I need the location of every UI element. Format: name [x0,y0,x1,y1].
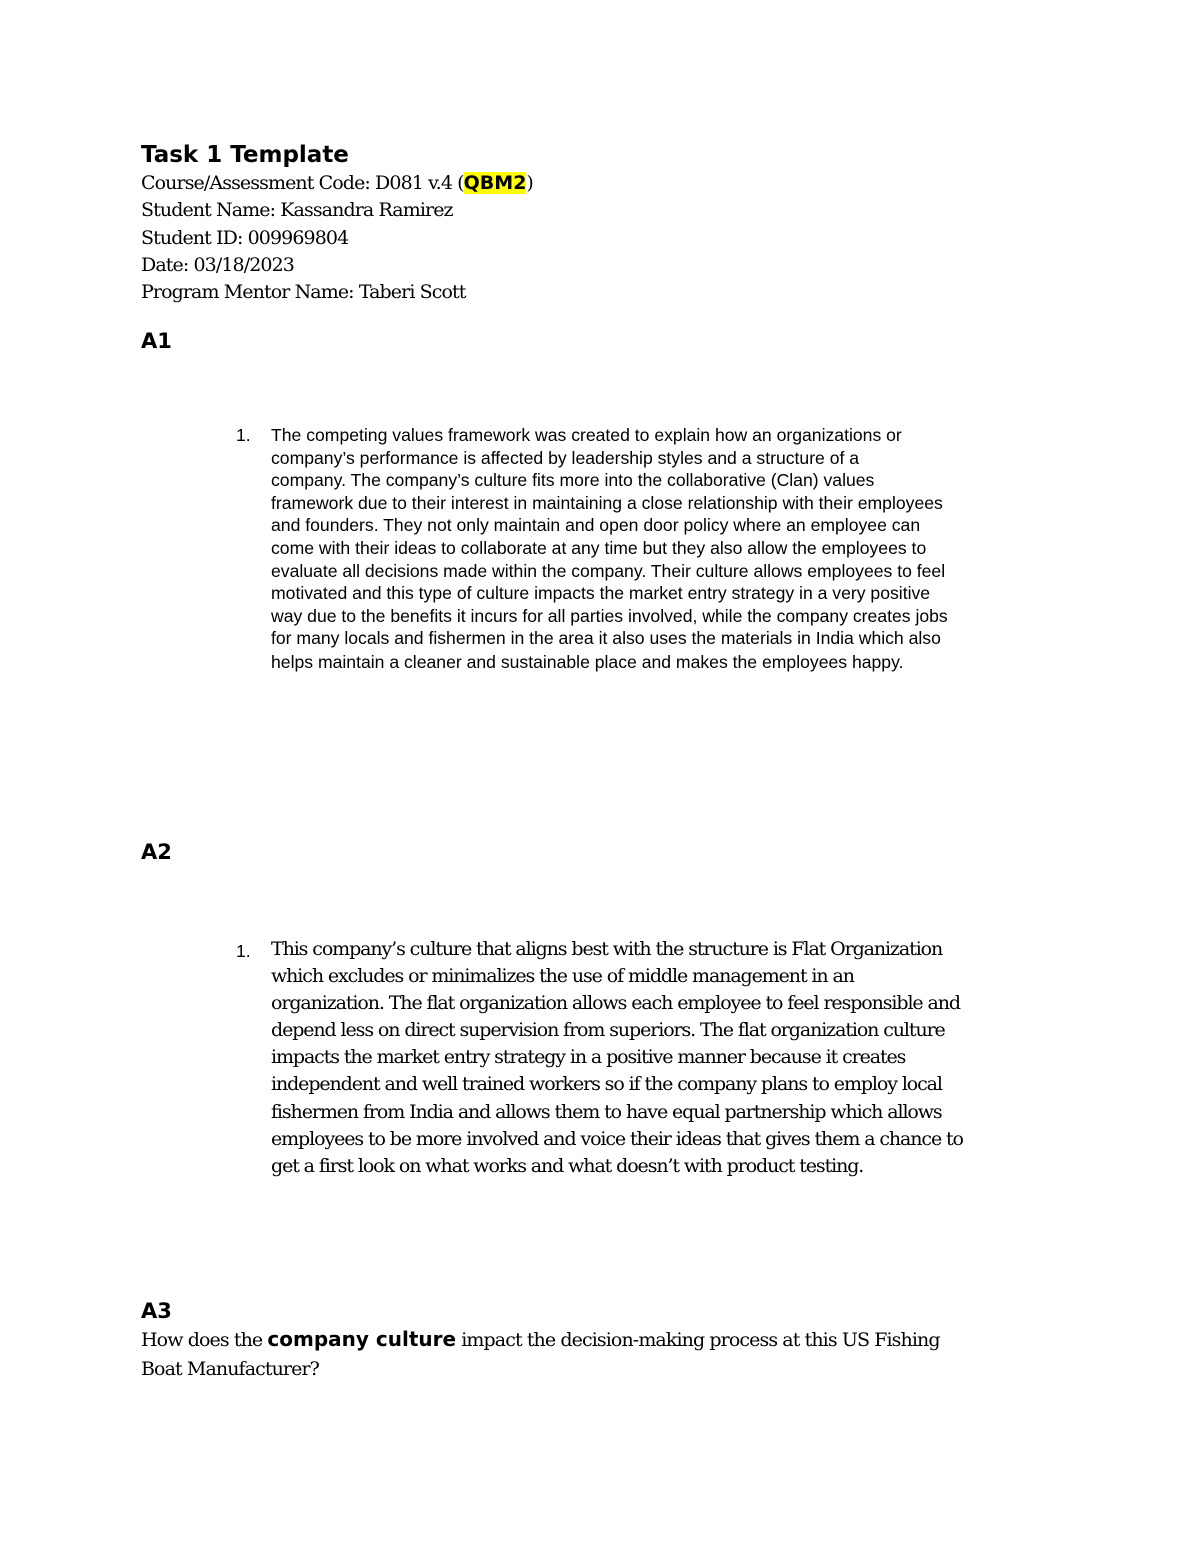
question-line [141,1325,940,1355]
student-name: Student Name: Kassandra Ramirez [141,199,453,222]
mentor-name: Program Mentor Name: Taberi Scott [141,281,466,304]
paragraph-line: company. The company’s culture fits more into the collaborative (Clan) values [271,470,875,491]
paragraph-line: independent and well trained workers so if the company plans to employ local [271,1073,942,1096]
paragraph-line: The competing values framework was created to explain how an organizations or [271,425,902,445]
paragraph-line: This company’s culture that aligns best with the structure is Flat Organization [271,938,943,960]
list-number: 1. [236,941,251,961]
question-text: How does the [141,1329,268,1351]
paragraph-line: employees to be more involved and voice their ideas that gives them a chance to [271,1127,963,1150]
paragraph-line: come with their ideas to collaborate at any time but they also allow the employees to [271,537,927,558]
course-code-highlight: QBM2 [463,172,527,194]
list-number: 1. [236,425,251,445]
paragraph-line: impacts the market entry strategy in a positive manner because it creates [271,1046,906,1069]
paragraph-line: motivated and this type of culture impacts the market entry strategy in a very positive [271,583,931,604]
paragraph-line: helps maintain a cleaner and sustainable place and makes the employees happy. [271,651,904,672]
question-a3 [141,1325,940,1383]
paragraph-line: way due to the benefits it incurs for all parties involved, while the company creates jobs [271,605,948,626]
paragraph-line: depend less on direct supervision from superiors. The flat organization culture [271,1019,945,1042]
section-heading-a3: A3 [141,1299,172,1323]
question-line: Boat Manufacturer? [141,1357,319,1380]
paragraph-line: organization. The flat organization allows each employee to feel responsible and [271,992,960,1015]
paragraph-line: company’s performance is affected by leadership styles and a structure of a [271,447,860,468]
course-code-line [141,170,533,197]
paragraph-line: get a first look on what works and what doesn’t with product testing. [271,1154,864,1177]
section-heading-a1: A1 [141,329,172,353]
paragraph-line: and founders. They not only maintain and open door policy where an employee can [271,515,921,536]
date: Date: 03/18/2023 [141,253,294,276]
paragraph-line: framework due to their interest in maintaining a close relationship with their employees [271,492,943,513]
paragraph-line: evaluate all decisions made within the company. Their culture allows employees to feel [271,560,946,581]
course-code-label: Course/Assessment Code: D081 v.4 ( [141,172,464,194]
document-meta [141,170,533,306]
paragraph-a1 [271,424,1041,674]
paragraph-line: which excludes or minimalizes the use of middle management in an [271,965,854,988]
paragraph-line: for many locals and fishermen in the area it also uses the materials in India which also [271,628,941,649]
paragraph-line: fishermen from India and allows them to have equal partnership which allows [271,1100,942,1123]
document-title: Task 1 Template [141,142,349,168]
section-heading-a2: A2 [141,840,172,864]
question-text: impact the decision-making process at this US Fishing [456,1329,940,1351]
paragraph-a2 [271,936,1041,1180]
course-code-close: ) [526,172,533,194]
student-id: Student ID: 009969804 [141,226,349,249]
question-bold-text: company culture [267,1327,457,1351]
